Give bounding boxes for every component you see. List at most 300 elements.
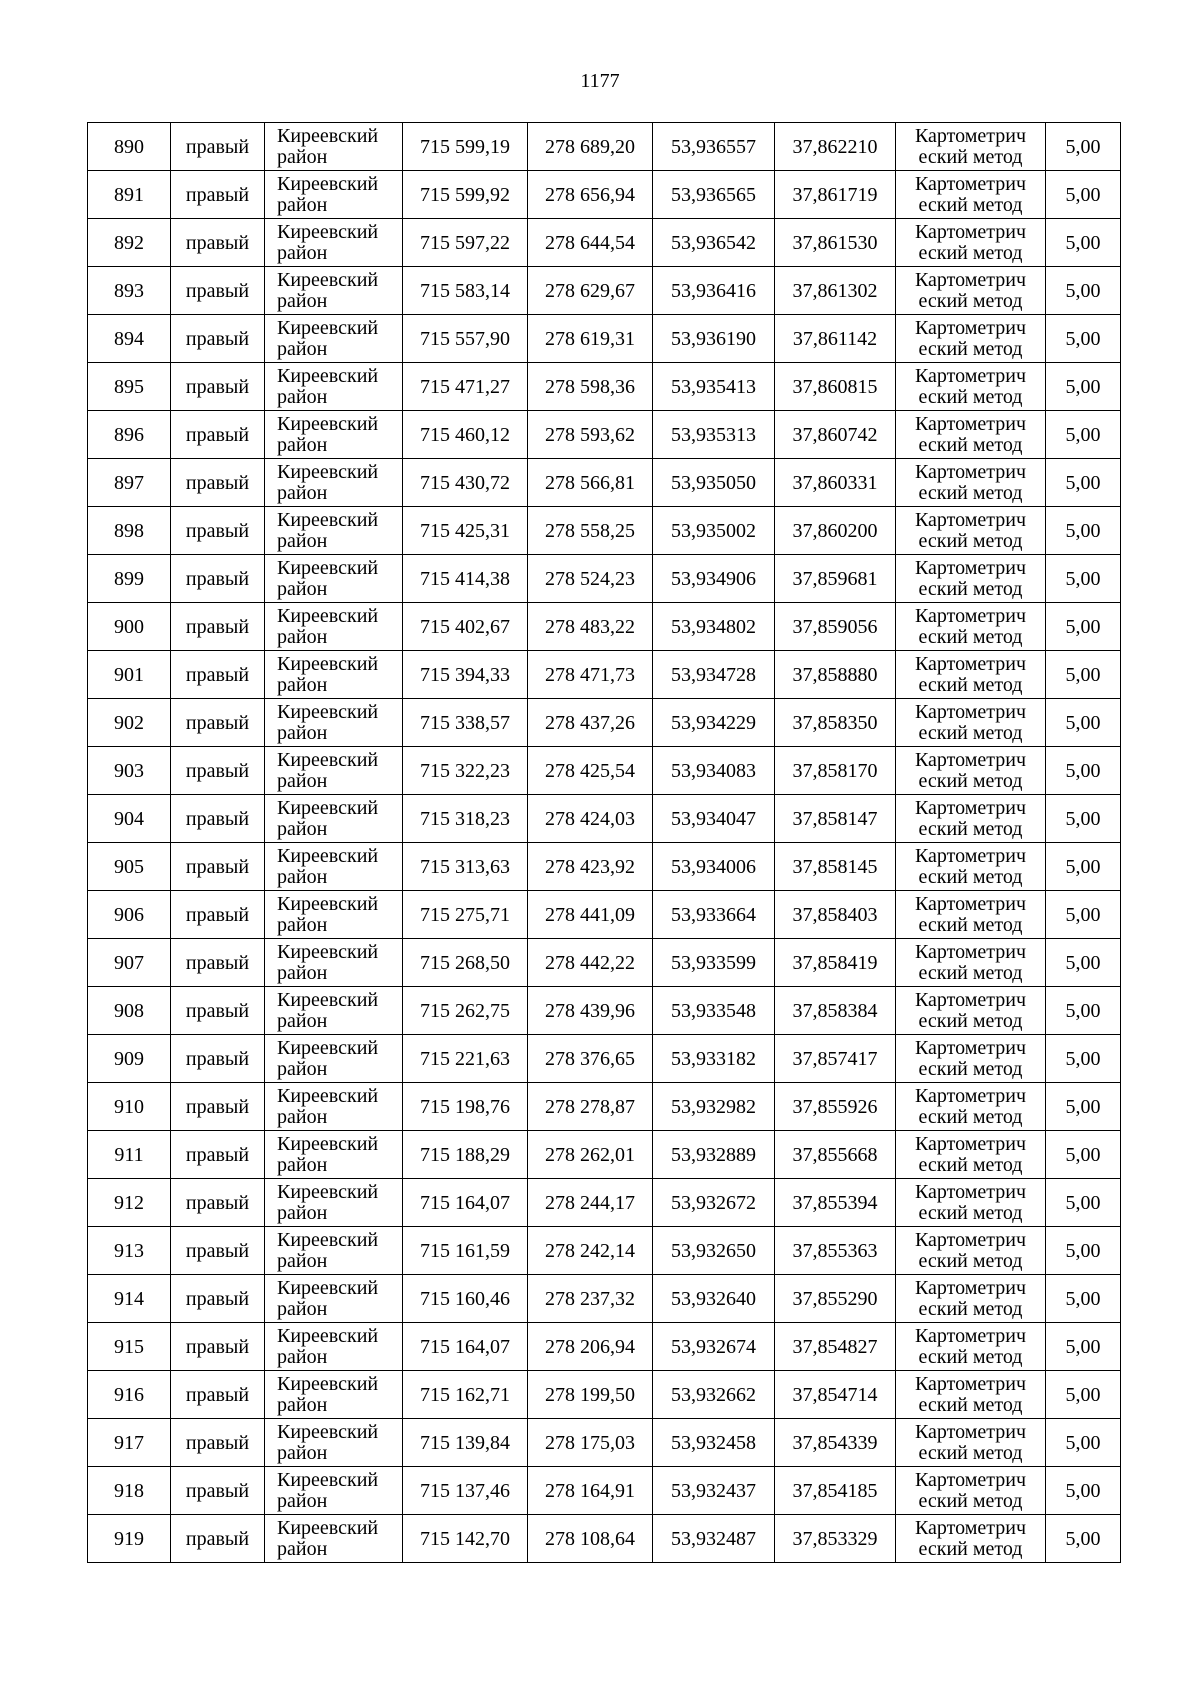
- district-cell: [265, 1083, 403, 1131]
- bank-side-cell: правый: [171, 411, 265, 459]
- accuracy-cell: 5,00: [1046, 1371, 1121, 1419]
- method-cell-line: Картометрич: [914, 1276, 1027, 1299]
- coord-y-cell: 278 376,65: [528, 1035, 653, 1083]
- district-cell-line: район: [277, 817, 328, 840]
- method-cell-line: Картометрич: [914, 1228, 1027, 1251]
- coord-x-cell: 715 338,57: [403, 699, 528, 747]
- bank-side-cell: правый: [171, 747, 265, 795]
- coord-x-cell: 715 471,27: [403, 363, 528, 411]
- coord-y-cell: 278 206,94: [528, 1323, 653, 1371]
- method-cell-line: еский метод: [918, 145, 1023, 168]
- coord-y-cell: 278 442,22: [528, 939, 653, 987]
- district-cell-line: Киреевский: [277, 1084, 379, 1107]
- coord-x-cell: 715 430,72: [403, 459, 528, 507]
- district-cell-line: Киреевский: [277, 268, 379, 291]
- point-number-cell: 898: [88, 507, 171, 555]
- latitude-cell: 53,932640: [653, 1275, 775, 1323]
- coord-x-cell: 715 137,46: [403, 1467, 528, 1515]
- method-cell: [896, 459, 1046, 507]
- table-row: [88, 1227, 1121, 1275]
- accuracy-cell: 5,00: [1046, 843, 1121, 891]
- table-row: [88, 1371, 1121, 1419]
- district-cell-line: Киреевский: [277, 124, 379, 147]
- coord-x-cell: 715 318,23: [403, 795, 528, 843]
- table-row: [88, 1467, 1121, 1515]
- district-cell-line: район: [277, 1297, 328, 1320]
- method-cell: [896, 123, 1046, 171]
- point-number-cell: 908: [88, 987, 171, 1035]
- district-cell: [265, 459, 403, 507]
- accuracy-cell: 5,00: [1046, 363, 1121, 411]
- district-cell: [265, 411, 403, 459]
- district-cell-line: район: [277, 1441, 328, 1464]
- coord-x-cell: 715 599,92: [403, 171, 528, 219]
- latitude-cell: 53,935002: [653, 507, 775, 555]
- coord-y-cell: 278 689,20: [528, 123, 653, 171]
- coord-x-cell: 715 164,07: [403, 1179, 528, 1227]
- district-cell-line: район: [277, 1489, 328, 1512]
- longitude-cell: 37,854827: [775, 1323, 896, 1371]
- point-number-cell: 913: [88, 1227, 171, 1275]
- table-row: [88, 315, 1121, 363]
- longitude-cell: 37,853329: [775, 1515, 896, 1563]
- coord-y-cell: 278 619,31: [528, 315, 653, 363]
- district-cell-line: Киреевский: [277, 652, 379, 675]
- method-cell-line: еский метод: [918, 433, 1023, 456]
- coord-x-cell: 715 599,19: [403, 123, 528, 171]
- longitude-cell: 37,858350: [775, 699, 896, 747]
- bank-side-cell: правый: [171, 1035, 265, 1083]
- bank-side-cell: правый: [171, 123, 265, 171]
- bank-side-cell: правый: [171, 1467, 265, 1515]
- table-row: [88, 939, 1121, 987]
- coord-y-cell: 278 524,23: [528, 555, 653, 603]
- table-row: [88, 795, 1121, 843]
- page-number: 1177: [580, 70, 620, 92]
- coord-x-cell: 715 162,71: [403, 1371, 528, 1419]
- bank-side-cell: правый: [171, 507, 265, 555]
- method-cell-line: еский метод: [918, 481, 1023, 504]
- coord-y-cell: 278 471,73: [528, 651, 653, 699]
- table-row: [88, 1275, 1121, 1323]
- coord-y-cell: 278 242,14: [528, 1227, 653, 1275]
- coord-x-cell: 715 557,90: [403, 315, 528, 363]
- district-cell: [265, 123, 403, 171]
- coord-y-cell: 278 566,81: [528, 459, 653, 507]
- coord-x-cell: 715 142,70: [403, 1515, 528, 1563]
- latitude-cell: 53,936557: [653, 123, 775, 171]
- latitude-cell: 53,935413: [653, 363, 775, 411]
- method-cell-line: еский метод: [918, 337, 1023, 360]
- latitude-cell: 53,935050: [653, 459, 775, 507]
- district-cell: [265, 1515, 403, 1563]
- accuracy-cell: 5,00: [1046, 459, 1121, 507]
- coord-y-cell: 278 656,94: [528, 171, 653, 219]
- method-cell-line: еский метод: [918, 1057, 1023, 1080]
- table-row: [88, 1035, 1121, 1083]
- district-cell: [265, 507, 403, 555]
- method-cell: [896, 891, 1046, 939]
- method-cell-line: Картометрич: [914, 1180, 1027, 1203]
- method-cell: [896, 507, 1046, 555]
- district-cell-line: район: [277, 1009, 328, 1032]
- method-cell-line: еский метод: [918, 1345, 1023, 1368]
- coord-y-cell: 278 598,36: [528, 363, 653, 411]
- district-cell-line: Киреевский: [277, 172, 379, 195]
- district-cell-line: Киреевский: [277, 844, 379, 867]
- district-cell-line: Киреевский: [277, 1180, 379, 1203]
- longitude-cell: 37,858880: [775, 651, 896, 699]
- method-cell-line: еский метод: [918, 1105, 1023, 1128]
- district-cell: [265, 1035, 403, 1083]
- coord-x-cell: 715 160,46: [403, 1275, 528, 1323]
- table-row: [88, 1323, 1121, 1371]
- district-cell-line: Киреевский: [277, 940, 379, 963]
- method-cell-line: Картометрич: [914, 316, 1027, 339]
- point-number-cell: 890: [88, 123, 171, 171]
- method-cell-line: еский метод: [918, 961, 1023, 984]
- method-cell-line: еский метод: [918, 1201, 1023, 1224]
- latitude-cell: 53,934728: [653, 651, 775, 699]
- longitude-cell: 37,855394: [775, 1179, 896, 1227]
- method-cell: [896, 1083, 1046, 1131]
- district-cell-line: Киреевский: [277, 988, 379, 1011]
- table-row: [88, 171, 1121, 219]
- coord-x-cell: 715 402,67: [403, 603, 528, 651]
- coord-y-cell: 278 593,62: [528, 411, 653, 459]
- coord-x-cell: 715 268,50: [403, 939, 528, 987]
- latitude-cell: 53,936190: [653, 315, 775, 363]
- district-cell-line: район: [277, 385, 328, 408]
- longitude-cell: 37,855363: [775, 1227, 896, 1275]
- point-number-cell: 893: [88, 267, 171, 315]
- district-cell-line: район: [277, 913, 328, 936]
- district-cell: [265, 1419, 403, 1467]
- method-cell: [896, 219, 1046, 267]
- district-cell: [265, 171, 403, 219]
- method-cell-line: Картометрич: [914, 796, 1027, 819]
- district-cell-line: район: [277, 1057, 328, 1080]
- coord-x-cell: 715 188,29: [403, 1131, 528, 1179]
- method-cell-line: Картометрич: [914, 940, 1027, 963]
- latitude-cell: 53,933664: [653, 891, 775, 939]
- longitude-cell: 37,858145: [775, 843, 896, 891]
- district-cell: [265, 315, 403, 363]
- point-number-cell: 912: [88, 1179, 171, 1227]
- longitude-cell: 37,861142: [775, 315, 896, 363]
- method-cell-line: Картометрич: [914, 1372, 1027, 1395]
- coord-y-cell: 278 164,91: [528, 1467, 653, 1515]
- accuracy-cell: 5,00: [1046, 1323, 1121, 1371]
- accuracy-cell: 5,00: [1046, 699, 1121, 747]
- point-number-cell: 902: [88, 699, 171, 747]
- coord-x-cell: 715 221,63: [403, 1035, 528, 1083]
- longitude-cell: 37,858403: [775, 891, 896, 939]
- coord-y-cell: 278 237,32: [528, 1275, 653, 1323]
- point-number-cell: 917: [88, 1419, 171, 1467]
- method-cell-line: Картометрич: [914, 604, 1027, 627]
- coord-x-cell: 715 583,14: [403, 267, 528, 315]
- coord-x-cell: 715 425,31: [403, 507, 528, 555]
- method-cell-line: Картометрич: [914, 892, 1027, 915]
- district-cell-line: Киреевский: [277, 460, 379, 483]
- method-cell-line: Картометрич: [914, 460, 1027, 483]
- method-cell-line: еский метод: [918, 241, 1023, 264]
- method-cell: [896, 795, 1046, 843]
- table-row: [88, 459, 1121, 507]
- longitude-cell: 37,854185: [775, 1467, 896, 1515]
- accuracy-cell: 5,00: [1046, 1467, 1121, 1515]
- coordinates-table: [87, 122, 1121, 1563]
- longitude-cell: 37,861302: [775, 267, 896, 315]
- table-row: [88, 1515, 1121, 1563]
- method-cell-line: Картометрич: [914, 364, 1027, 387]
- method-cell-line: еский метод: [918, 673, 1023, 696]
- district-cell-line: район: [277, 1153, 328, 1176]
- method-cell-line: Картометрич: [914, 988, 1027, 1011]
- method-cell: [896, 1419, 1046, 1467]
- district-cell: [265, 363, 403, 411]
- bank-side-cell: правый: [171, 843, 265, 891]
- method-cell-line: еский метод: [918, 1393, 1023, 1416]
- district-cell: [265, 603, 403, 651]
- district-cell: [265, 747, 403, 795]
- longitude-cell: 37,858147: [775, 795, 896, 843]
- accuracy-cell: 5,00: [1046, 1227, 1121, 1275]
- coord-y-cell: 278 278,87: [528, 1083, 653, 1131]
- method-cell-line: Картометрич: [914, 1324, 1027, 1347]
- table-row: [88, 219, 1121, 267]
- district-cell-line: Киреевский: [277, 700, 379, 723]
- bank-side-cell: правый: [171, 1179, 265, 1227]
- accuracy-cell: 5,00: [1046, 747, 1121, 795]
- district-cell-line: район: [277, 1249, 328, 1272]
- district-cell: [265, 795, 403, 843]
- district-cell-line: Киреевский: [277, 1228, 379, 1251]
- method-cell-line: Картометрич: [914, 172, 1027, 195]
- method-cell: [896, 939, 1046, 987]
- coord-y-cell: 278 425,54: [528, 747, 653, 795]
- coord-x-cell: 715 139,84: [403, 1419, 528, 1467]
- method-cell: [896, 315, 1046, 363]
- method-cell-line: Картометрич: [914, 124, 1027, 147]
- method-cell: [896, 171, 1046, 219]
- bank-side-cell: правый: [171, 219, 265, 267]
- district-cell: [265, 699, 403, 747]
- coord-x-cell: 715 313,63: [403, 843, 528, 891]
- table-row: [88, 843, 1121, 891]
- accuracy-cell: 5,00: [1046, 1179, 1121, 1227]
- district-cell-line: район: [277, 577, 328, 600]
- method-cell: [896, 1275, 1046, 1323]
- coord-x-cell: 715 262,75: [403, 987, 528, 1035]
- latitude-cell: 53,934229: [653, 699, 775, 747]
- point-number-cell: 911: [88, 1131, 171, 1179]
- latitude-cell: 53,936565: [653, 171, 775, 219]
- method-cell-line: еский метод: [918, 913, 1023, 936]
- method-cell-line: еский метод: [918, 1249, 1023, 1272]
- point-number-cell: 919: [88, 1515, 171, 1563]
- table-body: [88, 123, 1121, 1563]
- coord-x-cell: 715 275,71: [403, 891, 528, 939]
- accuracy-cell: 5,00: [1046, 411, 1121, 459]
- accuracy-cell: 5,00: [1046, 315, 1121, 363]
- coord-y-cell: 278 244,17: [528, 1179, 653, 1227]
- district-cell-line: Киреевский: [277, 1372, 379, 1395]
- method-cell-line: еский метод: [918, 1297, 1023, 1320]
- district-cell-line: район: [277, 1393, 328, 1416]
- accuracy-cell: 5,00: [1046, 123, 1121, 171]
- point-number-cell: 897: [88, 459, 171, 507]
- coord-y-cell: 278 558,25: [528, 507, 653, 555]
- method-cell-line: еский метод: [918, 865, 1023, 888]
- district-cell-line: Киреевский: [277, 556, 379, 579]
- bank-side-cell: правый: [171, 555, 265, 603]
- point-number-cell: 901: [88, 651, 171, 699]
- district-cell-line: Киреевский: [277, 1036, 379, 1059]
- point-number-cell: 891: [88, 171, 171, 219]
- method-cell: [896, 651, 1046, 699]
- district-cell-line: район: [277, 865, 328, 888]
- method-cell-line: еский метод: [918, 577, 1023, 600]
- point-number-cell: 907: [88, 939, 171, 987]
- longitude-cell: 37,858419: [775, 939, 896, 987]
- district-cell-line: район: [277, 721, 328, 744]
- method-cell: [896, 603, 1046, 651]
- accuracy-cell: 5,00: [1046, 987, 1121, 1035]
- method-cell-line: Картометрич: [914, 1132, 1027, 1155]
- method-cell: [896, 1467, 1046, 1515]
- latitude-cell: 53,932889: [653, 1131, 775, 1179]
- method-cell-line: Картометрич: [914, 268, 1027, 291]
- latitude-cell: 53,934802: [653, 603, 775, 651]
- longitude-cell: 37,855290: [775, 1275, 896, 1323]
- coord-x-cell: 715 597,22: [403, 219, 528, 267]
- method-cell-line: Картометрич: [914, 1468, 1027, 1491]
- method-cell: [896, 411, 1046, 459]
- bank-side-cell: правый: [171, 651, 265, 699]
- longitude-cell: 37,860815: [775, 363, 896, 411]
- table-row: [88, 891, 1121, 939]
- table-row: [88, 555, 1121, 603]
- coord-y-cell: 278 108,64: [528, 1515, 653, 1563]
- method-cell-line: Картометрич: [914, 1420, 1027, 1443]
- longitude-cell: 37,854339: [775, 1419, 896, 1467]
- district-cell-line: район: [277, 1105, 328, 1128]
- accuracy-cell: 5,00: [1046, 1035, 1121, 1083]
- longitude-cell: 37,861719: [775, 171, 896, 219]
- district-cell-line: район: [277, 1537, 328, 1560]
- district-cell-line: Киреевский: [277, 748, 379, 771]
- point-number-cell: 894: [88, 315, 171, 363]
- method-cell-line: еский метод: [918, 817, 1023, 840]
- table-row: [88, 747, 1121, 795]
- latitude-cell: 53,934083: [653, 747, 775, 795]
- district-cell-line: Киреевский: [277, 508, 379, 531]
- district-cell-line: Киреевский: [277, 604, 379, 627]
- point-number-cell: 910: [88, 1083, 171, 1131]
- district-cell-line: Киреевский: [277, 1132, 379, 1155]
- district-cell-line: Киреевский: [277, 1324, 379, 1347]
- method-cell: [896, 1371, 1046, 1419]
- table-row: [88, 651, 1121, 699]
- longitude-cell: 37,855926: [775, 1083, 896, 1131]
- table-row: [88, 1179, 1121, 1227]
- coord-y-cell: 278 439,96: [528, 987, 653, 1035]
- point-number-cell: 900: [88, 603, 171, 651]
- table-row: [88, 1131, 1121, 1179]
- accuracy-cell: 5,00: [1046, 219, 1121, 267]
- latitude-cell: 53,932662: [653, 1371, 775, 1419]
- method-cell-line: Картометрич: [914, 700, 1027, 723]
- district-cell-line: Киреевский: [277, 1276, 379, 1299]
- district-cell: [265, 651, 403, 699]
- latitude-cell: 53,932487: [653, 1515, 775, 1563]
- district-cell-line: район: [277, 529, 328, 552]
- method-cell: [896, 1323, 1046, 1371]
- coord-x-cell: 715 322,23: [403, 747, 528, 795]
- district-cell-line: район: [277, 241, 328, 264]
- district-cell: [265, 1179, 403, 1227]
- district-cell-line: Киреевский: [277, 412, 379, 435]
- bank-side-cell: правый: [171, 267, 265, 315]
- table-row: [88, 987, 1121, 1035]
- point-number-cell: 914: [88, 1275, 171, 1323]
- point-number-cell: 899: [88, 555, 171, 603]
- method-cell-line: Картометрич: [914, 1036, 1027, 1059]
- accuracy-cell: 5,00: [1046, 267, 1121, 315]
- bank-side-cell: правый: [171, 1275, 265, 1323]
- method-cell: [896, 843, 1046, 891]
- method-cell: [896, 1179, 1046, 1227]
- district-cell-line: Киреевский: [277, 1420, 379, 1443]
- accuracy-cell: 5,00: [1046, 507, 1121, 555]
- point-number-cell: 915: [88, 1323, 171, 1371]
- method-cell-line: еский метод: [918, 1441, 1023, 1464]
- latitude-cell: 53,932458: [653, 1419, 775, 1467]
- district-cell: [265, 219, 403, 267]
- bank-side-cell: правый: [171, 1371, 265, 1419]
- method-cell: [896, 747, 1046, 795]
- latitude-cell: 53,933548: [653, 987, 775, 1035]
- longitude-cell: 37,859056: [775, 603, 896, 651]
- coord-y-cell: 278 629,67: [528, 267, 653, 315]
- district-cell-line: район: [277, 625, 328, 648]
- bank-side-cell: правый: [171, 795, 265, 843]
- method-cell: [896, 1035, 1046, 1083]
- method-cell-line: еский метод: [918, 385, 1023, 408]
- bank-side-cell: правый: [171, 1323, 265, 1371]
- point-number-cell: 916: [88, 1371, 171, 1419]
- method-cell: [896, 987, 1046, 1035]
- accuracy-cell: 5,00: [1046, 555, 1121, 603]
- coord-x-cell: 715 161,59: [403, 1227, 528, 1275]
- district-cell-line: район: [277, 1201, 328, 1224]
- district-cell-line: район: [277, 337, 328, 360]
- method-cell-line: Картометрич: [914, 1516, 1027, 1539]
- district-cell-line: Киреевский: [277, 316, 379, 339]
- district-cell: [265, 267, 403, 315]
- latitude-cell: 53,936416: [653, 267, 775, 315]
- method-cell-line: еский метод: [918, 769, 1023, 792]
- table-row: [88, 267, 1121, 315]
- latitude-cell: 53,932650: [653, 1227, 775, 1275]
- table-row: [88, 1419, 1121, 1467]
- accuracy-cell: 5,00: [1046, 1083, 1121, 1131]
- method-cell-line: еский метод: [918, 1489, 1023, 1512]
- point-number-cell: 909: [88, 1035, 171, 1083]
- district-cell-line: Киреевский: [277, 1516, 379, 1539]
